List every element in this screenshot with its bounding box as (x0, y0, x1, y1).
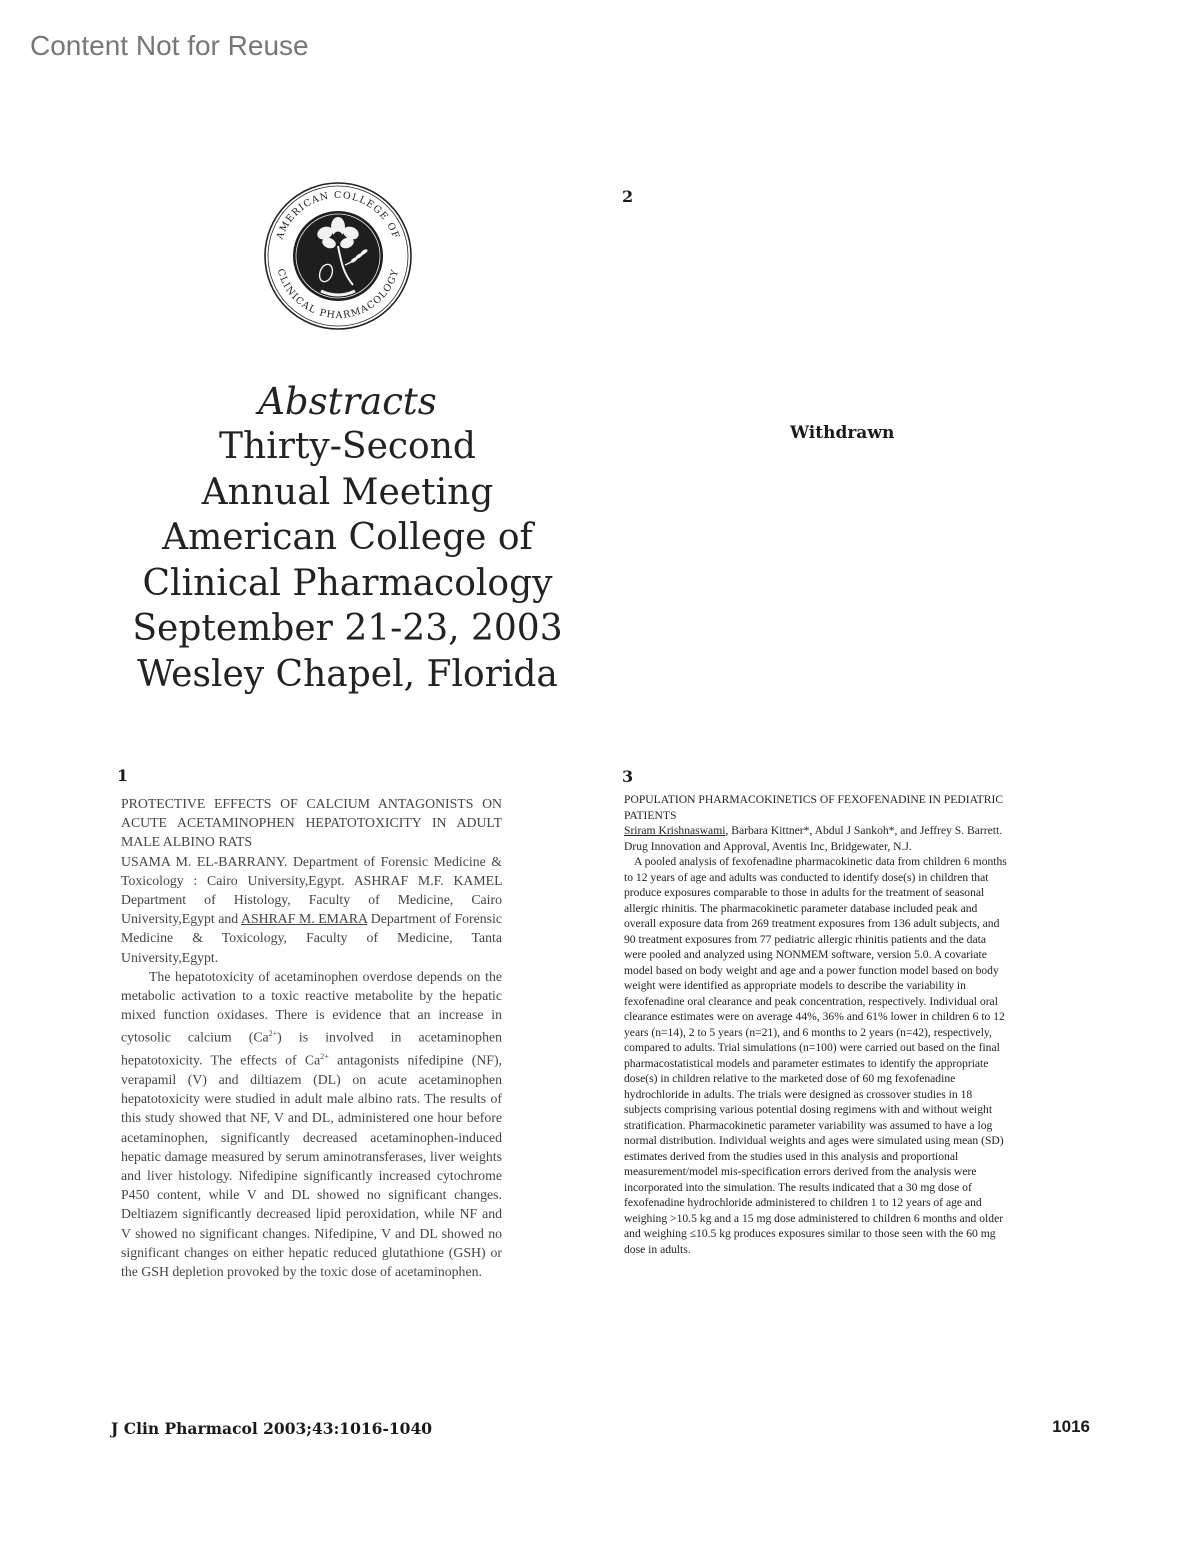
abstract-1-body-part-a: The hepatotoxicity of acetaminophen overdose depends on the metabolic activation to a toxic reactive metabolite by the hepatic mixed function oxidases. There is evidence that an increase in cytosolic calcium (Ca (121, 968, 502, 1046)
abstract-1-title: PROTECTIVE EFFECTS OF CALCIUM ANTAGONISTS ON ACUTE ACETAMINOPHEN HEPATOTOXICITY IN ADULT MALE ALBINO RATS (121, 796, 502, 850)
abstract-1-number: 1 (117, 766, 129, 785)
abstract-3-body: A pooled analysis of fexofenadine pharmacokinetic data from children 6 months to 12 years of age and adults was conducted to identify dose(s) in children that produce exposures comparable to those in adults for the treatment of seasonal allergic rhinitis. The pharmacokinetic parameter database included peak and overall exposure data from 269 treatment exposures from 136 adult subjects, and 90 treatment exposures from 77 pediatric allergic rhinitis patients and the data were pooled and analyzed using NONMEM software, version 5.0. A covariate model based on body weight and age and a power function model based on body weight were identified as appropriate models to describe the variability in fexofenadine oral clearance and peak concentration, respectively. Individual oral clearance estimates were on average 44%, 36% and 61% lower in children 6 to 12 years (n=14), 2 to 5 years (n=21), and 6 months to 2 years (n=42), respectively, compared to adults. Trial simulations (n=100) were carried out based on the final pharmacostatistical models and parameter estimates to identify the appropriate dose(s) in children relative to the marketed dose of 60 mg fexofenadine hydrochloride in adults. The trials were designed as crossover studies in 18 subjects comprising various potential dosing regimens with and without weight stratification. Pharmacokinetic parameter variability was assumed to have a log normal distribution. Individual weights and ages were simulated using mean (SD) estimates derived from the studies used in this analysis and proportional measurement/model mis-specification errors derived from the analysis were incorporated into the simulation. The results indicated that a 30 mg dose of fexofenadine hydrochloride administered to children 1 to 12 years of age and weighing >10.5 kg and a 15 mg dose administered to children 6 months and older and weighing ≤10.5 kg produces exposures similar to those seen with the 60 mg dose in adults. (624, 855, 1007, 1256)
cover-title-block (100, 380, 595, 697)
abstracts-heading: Abstracts (258, 380, 437, 423)
journal-citation: J Clin Pharmacol 2003;43:1016-1040 (111, 1419, 433, 1438)
abstract-1-superscript-2: 2+ (320, 1052, 329, 1062)
abstract-1-superscript-1: 2+ (268, 1029, 278, 1039)
abstract-3-title: POPULATION PHARMACOKINETICS OF FEXOFENADINE IN PEDIATRIC PATIENTS (624, 793, 1004, 822)
abstract-3 (624, 792, 1010, 1257)
cover-line-location: Wesley Chapel, Florida (137, 653, 558, 695)
abstract-1-author-1: USAMA M. EL-BARRANY. (121, 853, 288, 869)
abstract-2-status: Withdrawn (790, 423, 895, 443)
cover-line-college: American College of (162, 517, 533, 558)
svg-text:CLINICAL PHARMACOLOGY: CLINICAL PHARMACOLOGY (274, 267, 402, 322)
cover-line-meeting-number: Thirty-Second (219, 426, 476, 467)
abstract-1-body (121, 967, 502, 1281)
acp-seal-logo (263, 181, 413, 331)
abstract-1-affiliation-3: Department of Forensic Medicine & Toxicology, Faculty of Medicine, Tanta University,Egypt. (121, 911, 502, 965)
abstract-1-body-part-c: antagonists nifedipine (NF), verapamil (V) and diltiazem (DL) on acute acetaminophen hepatotoxicity were studied in adult male albino rats. The results of this study showed that NF, V and DL, administered one hour before acetaminophen, significantly decreased acetaminophen-induced hepatic damage measured by serum aminotransferases, liver weights and liver histology. Nifedipine significantly increased cytochrome P450 content, while V and DL showed no significant changes. Deltiazem significantly decreased lipid peroxidation, while NF and V showed no significant changes. Nifedipine, V and DL showed no significant changes on either hepatic reduced glutathione (GSH) or the GSH depletion provoked by the toxic dose of acetaminophen. (121, 1052, 503, 1280)
content-watermark: Content Not for Reuse (30, 30, 309, 61)
abstract-3-coauthors: , Barbara Kittner*, Abdul J Sankoh*, and Jeffrey S. Barrett. Drug Innovation and Approval, Aventis Inc, Bridgewater, N.J. (624, 824, 1003, 853)
abstract-3-lead-author: Sriram Krishnaswami (624, 824, 726, 837)
abstract-1-body-part-b: ) is involved in acetaminophen hepatotoxicity. The effects of Ca (121, 1030, 502, 1068)
abstract-1-affiliation-2: Department of Histology, Faculty of Medicine, Cairo University,Egypt and (121, 892, 502, 927)
abstract-1-author-2: ASHRAF M.F. KAMEL (344, 872, 502, 888)
abstract-1-affiliation-1: Department of Forensic Medicine & Toxicology : Cairo University,Egypt. (121, 853, 502, 888)
svg-text:AMERICAN COLLEGE OF: AMERICAN COLLEGE OF (274, 189, 402, 241)
abstract-1 (121, 794, 502, 1281)
abstract-1-authors (121, 852, 502, 967)
abstract-3-number: 3 (622, 767, 634, 786)
abstract-1-author-3: ASHRAF M. EMARA (240, 911, 368, 927)
cover-line-annual-meeting: Annual Meeting (201, 471, 494, 513)
cover-line-dates: September 21-23, 2003 (132, 608, 563, 649)
cover-line-pharmacology: Clinical Pharmacology (142, 562, 553, 604)
abstract-3-authors (624, 823, 1010, 854)
abstract-2-number: 2 (622, 187, 634, 206)
page-number: 1016 (1052, 1417, 1090, 1436)
